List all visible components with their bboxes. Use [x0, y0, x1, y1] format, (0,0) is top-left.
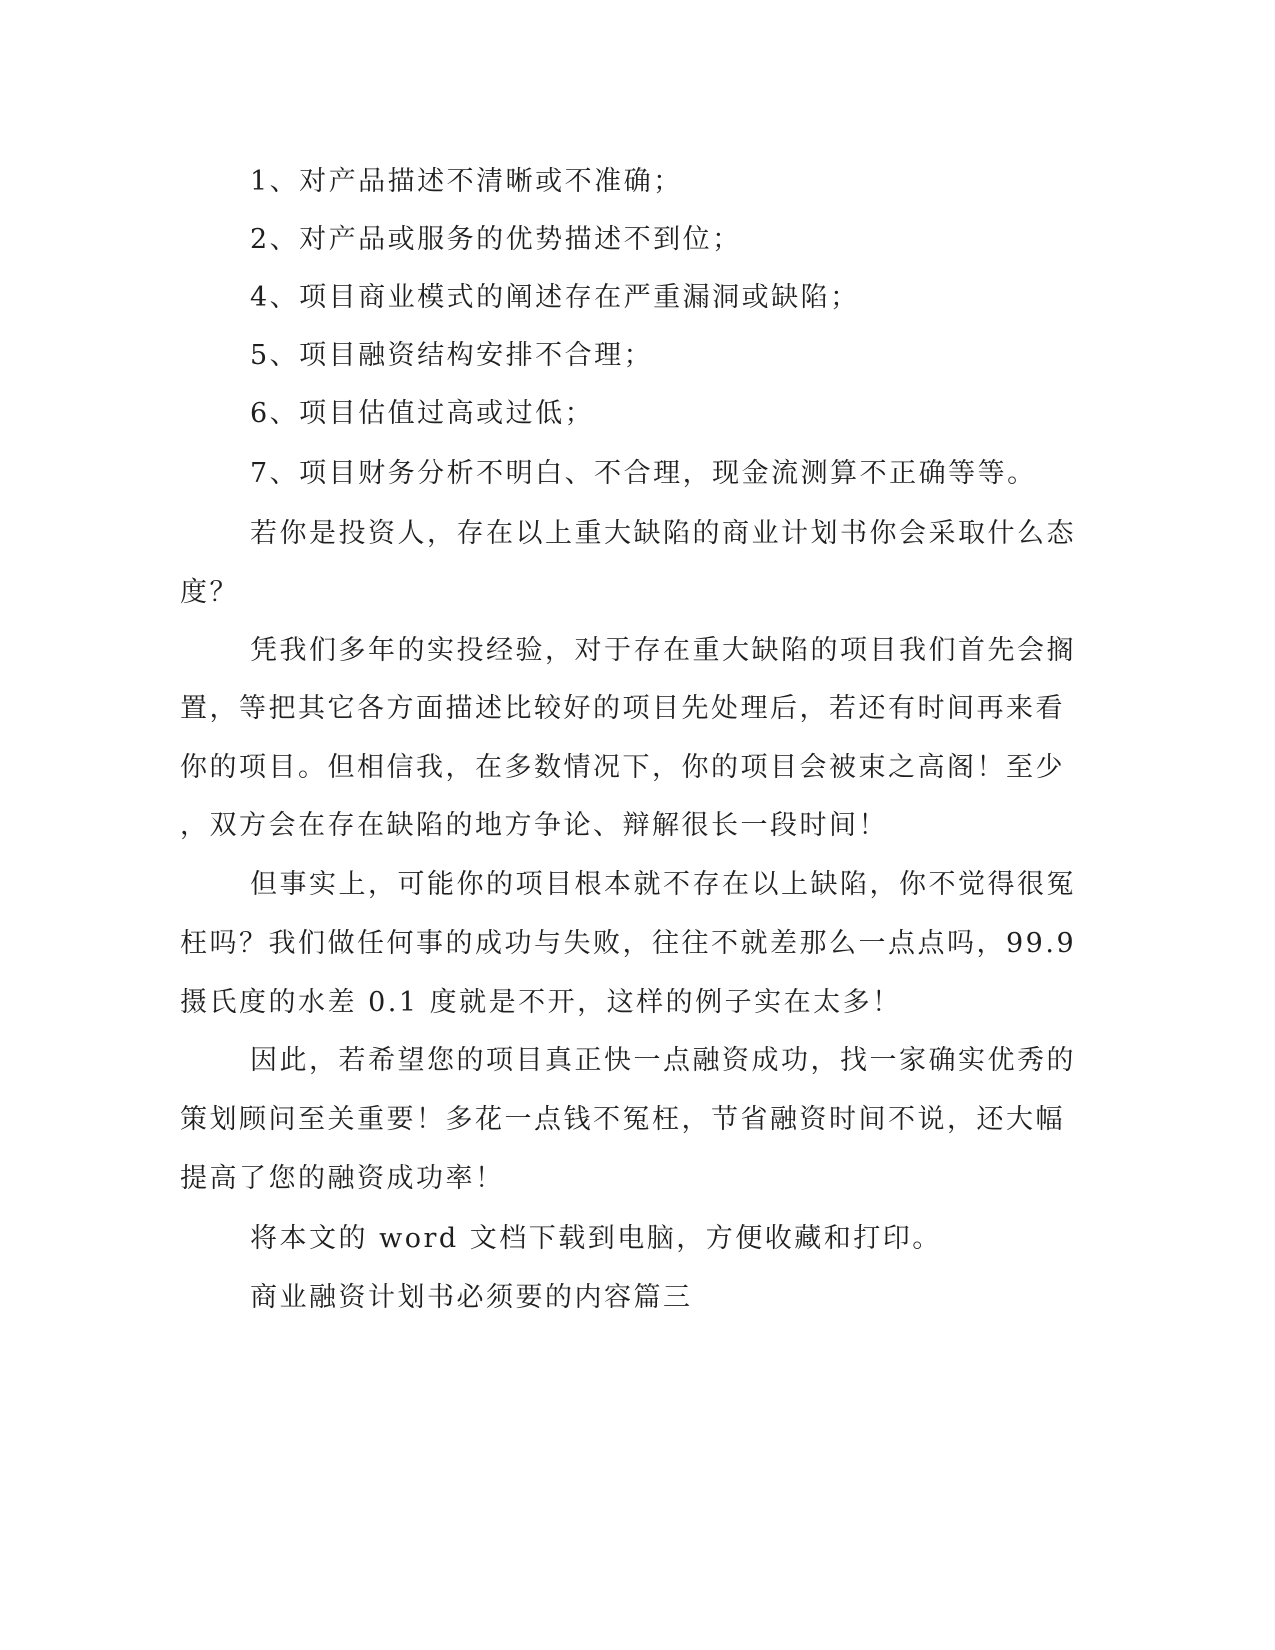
paragraph-line: 摄氏度的水差 0.1 度就是不开，这样的例子实在太多！ [180, 987, 902, 1018]
paragraph-line: 枉吗？我们做任何事的成功与失败，往往不就差那么一点点吗，99.9 [180, 928, 1077, 959]
list-item: 4、项目商业模式的阐述存在严重漏洞或缺陷； [250, 282, 860, 313]
paragraph-line: 若你是投资人，存在以上重大缺陷的商业计划书你会采取什么态 [250, 518, 1076, 549]
paragraph-line: 但事实上，可能你的项目根本就不存在以上缺陷，你不觉得很冤 [250, 869, 1076, 900]
paragraph-line: ，双方会在存在缺陷的地方争论、辩解很长一段时间！ [180, 810, 888, 841]
list-item: 5、项目融资结构安排不合理； [250, 340, 654, 371]
list-item: 6、项目估值过高或过低； [250, 398, 595, 429]
paragraph-line: 因此，若希望您的项目真正快一点融资成功，找一家确实优秀的 [250, 1045, 1076, 1076]
paragraph-line: 将本文的 word 文档下载到电脑，方便收藏和打印。 [250, 1223, 942, 1254]
list-item: 7、项目财务分析不明白、不合理，现金流测算不正确等等。 [250, 458, 1037, 489]
list-item: 2、对产品或服务的优势描述不到位； [250, 224, 742, 255]
list-item: 1、对产品描述不清晰或不准确； [250, 166, 683, 197]
paragraph-line: 策划顾问至关重要！多花一点钱不冤枉，节省融资时间不说，还大幅 [180, 1104, 1065, 1135]
paragraph-line: 提高了您的融资成功率！ [180, 1163, 505, 1194]
paragraph-line: 置，等把其它各方面描述比较好的项目先处理后，若还有时间再来看 [180, 693, 1065, 724]
paragraph-line: 你的项目。但相信我，在多数情况下，你的项目会被束之高阁！至少 [180, 752, 1065, 783]
paragraph-line: 度？ [180, 577, 239, 608]
section-heading: 商业融资计划书必须要的内容篇三 [250, 1282, 693, 1313]
paragraph-line: 凭我们多年的实投经验，对于存在重大缺陷的项目我们首先会搁 [250, 635, 1076, 666]
